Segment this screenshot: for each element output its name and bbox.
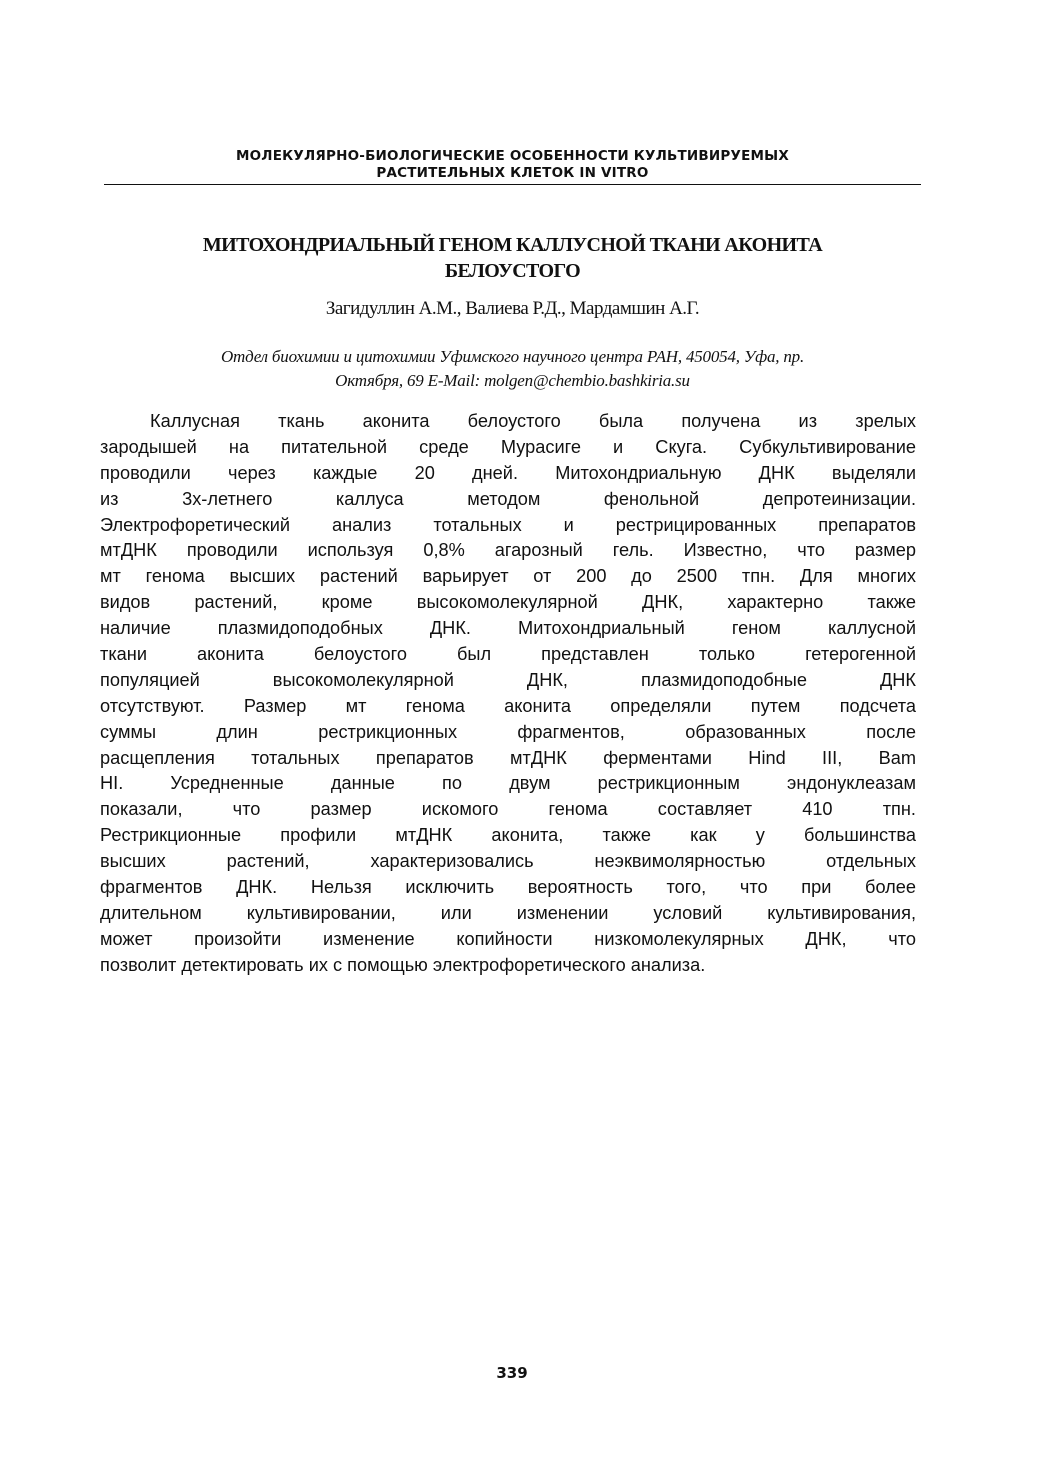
running-header-line: МОЛЕКУЛЯРНО-БИОЛОГИЧЕСКИЕ ОСОБЕННОСТИ КУЛЬТИВИРУЕМЫХ	[236, 148, 789, 164]
abstract-line: высших растений, характеризовались неэквимолярностью отдельных	[100, 851, 916, 872]
abstract-body	[100, 409, 916, 979]
abstract-line: показали, что размер искомого генома составляет 410 тпн.	[100, 799, 916, 820]
abstract-line: длительном культивировании, или изменении условий культивирования,	[100, 902, 916, 923]
abstract-line: расщепления тотальных препаратов мтДНК ферментами Hind III, Bam	[100, 747, 916, 768]
abstract-line: проводили через каждые 20 дней. Митохондриальную ДНК выделяли	[100, 462, 916, 483]
abstract-line: из 3х-летнего каллуса методом фенольной депротеинизации.	[100, 488, 916, 509]
abstract-line: зародышей на питательной среде Мурасиге и Скуга. Субкультивирование	[100, 436, 916, 457]
abstract-line: позволит детектировать их с помощью электрофоретического анализа.	[100, 954, 706, 975]
article-title-line: БЕЛОУСТОГО	[444, 260, 581, 282]
article-title-line: МИТОХОНДРИАЛЬНЫЙ ГЕНОМ КАЛЛУСНОЙ ТКАНИ АКОНИТА	[202, 234, 823, 256]
article-title	[104, 232, 921, 284]
abstract-line: суммы длин рестрикционных фрагментов, образованных после	[100, 721, 916, 742]
abstract-line: популяцией высокомолекулярной ДНК, плазмидоподобные ДНК	[100, 669, 916, 690]
abstract-line: может произойти изменение копийности низкомолекулярных ДНК, что	[100, 928, 916, 949]
running-header-line: РАСТИТЕЛЬНЫХ КЛЕТОК IN VITRO	[376, 165, 649, 181]
abstract-line: мт генома высших растений варьирует от 200 до 2500 тпн. Для многих	[100, 566, 916, 587]
affiliation-line: Отдел биохимии и цитохимии Уфимского научного центра РАН, 450054, Уфа, пр.	[220, 347, 805, 366]
abstract-line: видов растений, кроме высокомолекулярной ДНК, характерно также	[100, 592, 916, 613]
abstract-line: наличие плазмидоподобных ДНК. Митохондриальный геном каллусной	[100, 618, 916, 639]
abstract-line: Каллусная ткань аконита белоустого была получена из зрелых	[150, 411, 916, 431]
affiliation	[100, 345, 925, 393]
affiliation-line: Октября, 69 E-Mail: molgen@chembio.bashkiria.su	[335, 371, 690, 390]
abstract-line: отсутствуют. Размер мт генома аконита определяли путем подсчета	[100, 695, 916, 716]
running-header	[104, 148, 921, 182]
abstract-line: ткани аконита белоустого был представлен только гетерогенной	[100, 644, 916, 665]
abstract-line: Электрофоретический анализ тотальных и рестрицированных препаратов	[100, 514, 916, 535]
header-divider	[104, 184, 921, 185]
page-number: 339	[496, 1364, 528, 1382]
abstract-line: мтДНК проводили используя 0,8% агарозный гель. Известно, что размер	[100, 540, 916, 561]
author-list: Загидуллин А.М., Валиева Р.Д., Мардамшин А.Г.	[325, 298, 700, 319]
abstract-line: Рестрикционные профили мтДНК аконита, также как у большинства	[100, 825, 916, 846]
abstract-line: HI. Усредненные данные по двум рестрикционным эндонуклеазам	[100, 773, 916, 794]
abstract-line: фрагментов ДНК. Нельзя исключить вероятность того, что при более	[100, 877, 916, 898]
